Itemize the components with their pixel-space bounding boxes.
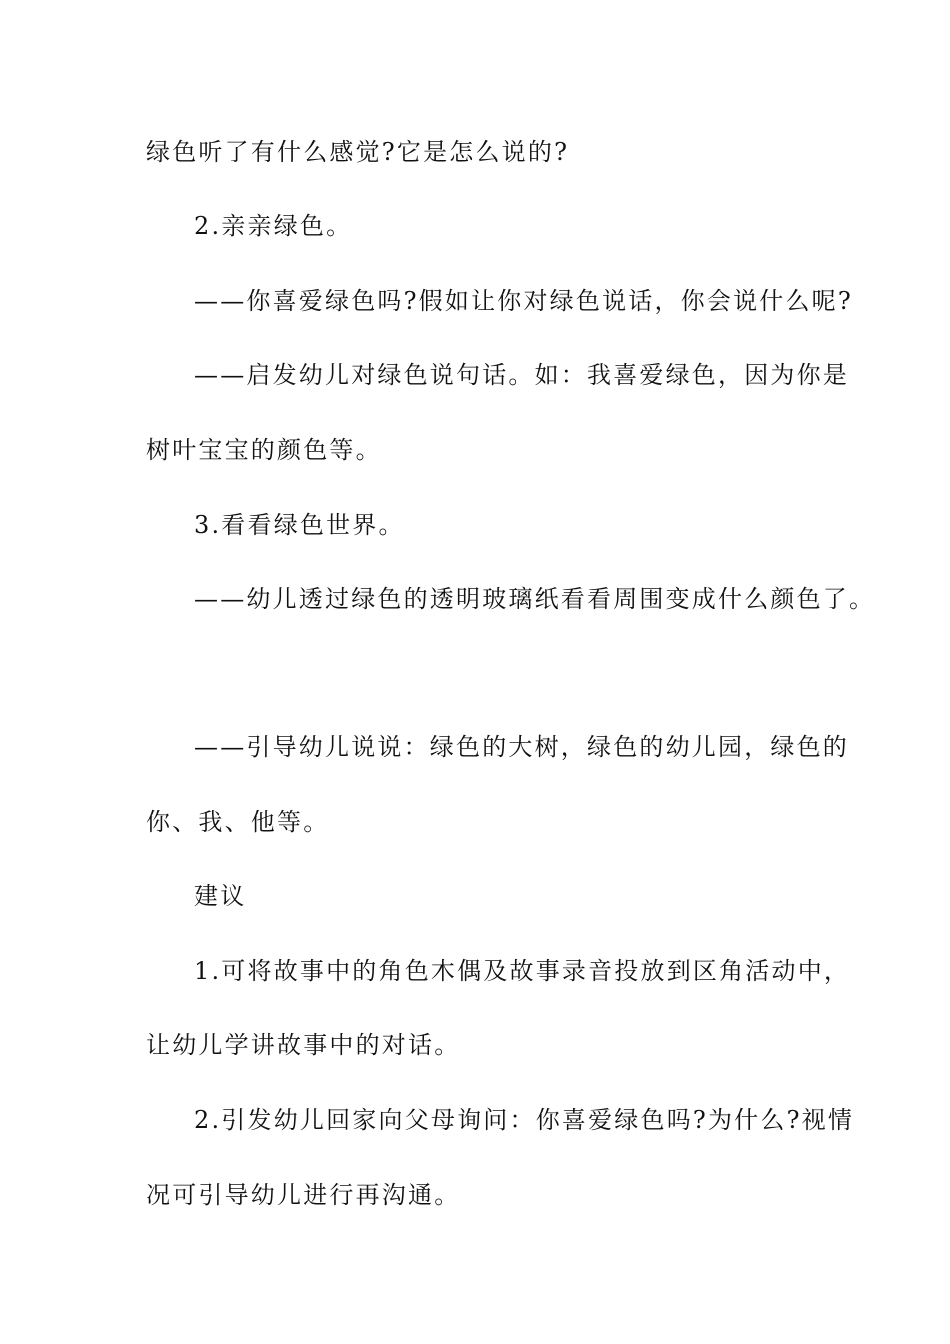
suggestion-item-2: 2.引发幼儿回家向父母询问：你喜爱绿色吗?为什么?视情 — [194, 1106, 855, 1134]
suggestion-item-1: 1.可将故事中的角色木偶及故事录音投放到区角活动中， — [194, 957, 851, 985]
section-heading-3: 3.看看绿色世界。 — [194, 511, 405, 539]
suggestion-item-1-continued: 让幼儿学讲故事中的对话。 — [146, 1031, 461, 1059]
paragraph-line-8: ——引导幼儿说说：绿色的大树，绿色的幼儿园，绿色的 — [194, 733, 849, 761]
paragraph-line-1: 绿色听了有什么感觉?它是怎么说的? — [146, 138, 570, 166]
paragraph-line-5: 树叶宝宝的颜色等。 — [146, 436, 382, 464]
paragraph-line-3: ——你喜爱绿色吗?假如让你对绿色说话，你会说什么呢? — [194, 287, 853, 315]
suggestion-heading: 建议 — [194, 882, 247, 910]
paragraph-line-9: 你、我、他等。 — [146, 808, 330, 836]
section-heading-2: 2.亲亲绿色。 — [194, 212, 353, 240]
paragraph-line-7: ——幼儿透过绿色的透明玻璃纸看看周围变成什么颜色了。 — [194, 585, 876, 613]
suggestion-item-2-continued: 况可引导幼儿进行再沟通。 — [146, 1181, 461, 1209]
paragraph-line-4: ——启发幼儿对绿色说句话。如：我喜爱绿色，因为你是 — [194, 361, 849, 389]
